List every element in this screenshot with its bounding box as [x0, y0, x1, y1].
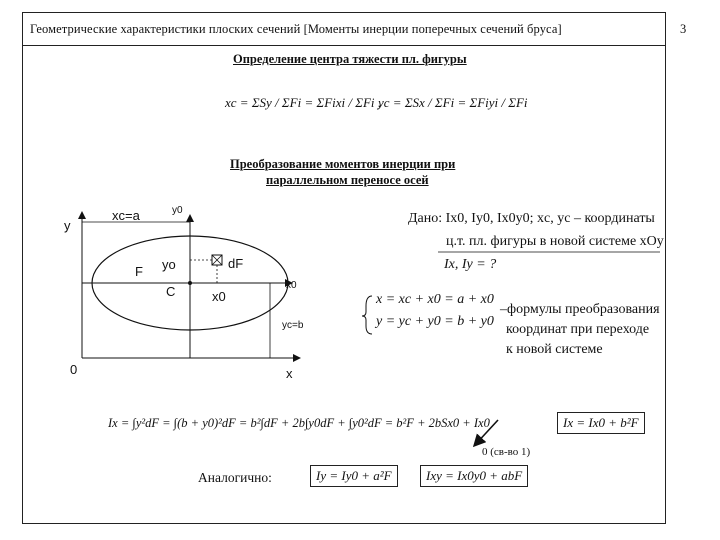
transform-eq2: y = yc + y0 = b + y0 [376, 314, 494, 329]
analog-formula-ixy: Ixy = Ix0y0 + abF [420, 465, 528, 487]
label-x: x [286, 366, 293, 381]
given-line1: Дано: Ix0, Iy0, Ix0y0; xc, yc – координаты [408, 211, 655, 226]
analog-formula-iy: Iy = Iy0 + a²F [310, 465, 398, 487]
transform-eq1: x = xc + x0 = a + x0 [376, 292, 494, 307]
centroid-point [188, 281, 192, 285]
label-x0-inner: x0 [212, 289, 226, 304]
given-line3: Ix, Iy = ? [444, 257, 497, 272]
system-brace [362, 296, 372, 334]
main-formula-expression: Ix = ∫y²dF = ∫(b + y0)²dF = b²∫dF + 2b∫y0dF + ∫y0²dF = b²F + 2bSx0 + Ix0 [108, 416, 490, 430]
section1-title: Определение центра тяжести пл. фигуры [233, 52, 467, 66]
label-C: C [166, 284, 176, 299]
label-F: F [135, 264, 143, 279]
label-xc-a: xc=a [112, 208, 140, 223]
section2-title-line2: параллельном переносе осей [266, 173, 429, 187]
formula-yc: yc = ΣSx / ΣFi = ΣFiyi / ΣFi [378, 95, 528, 110]
label-y0-inner: yo [162, 257, 176, 272]
section2-title-line1: Преобразование моментов инерции при [230, 157, 456, 171]
analog-label: Аналогично: [198, 470, 272, 485]
label-y0-top: y0 [172, 205, 183, 216]
label-x0-right: x0 [286, 280, 297, 291]
page-number: 3 [680, 22, 687, 36]
transform-note-line1: –формулы преобразования [500, 302, 660, 317]
given-line2: ц.т. пл. фигуры в новой системе xOy [446, 234, 664, 249]
header-title: Геометрические характеристики плоских сечений [Моменты инерции поперечных сечений бруса] [30, 22, 562, 36]
label-yc-b: yc=b [282, 320, 304, 331]
label-dF: dF [228, 256, 244, 271]
transform-note-line2: координат при переходе [506, 322, 650, 337]
transform-note-line3: к новой системе [506, 342, 603, 357]
label-y: y [64, 218, 71, 233]
main-formula-note: 0 (св-во 1) [482, 446, 531, 458]
main-formula-result: Ix = Ix0 + b²F [557, 412, 645, 434]
label-origin: 0 [70, 362, 78, 377]
formula-xc: xc = ΣSy / ΣFi = ΣFixi / ΣFi , [225, 95, 382, 110]
